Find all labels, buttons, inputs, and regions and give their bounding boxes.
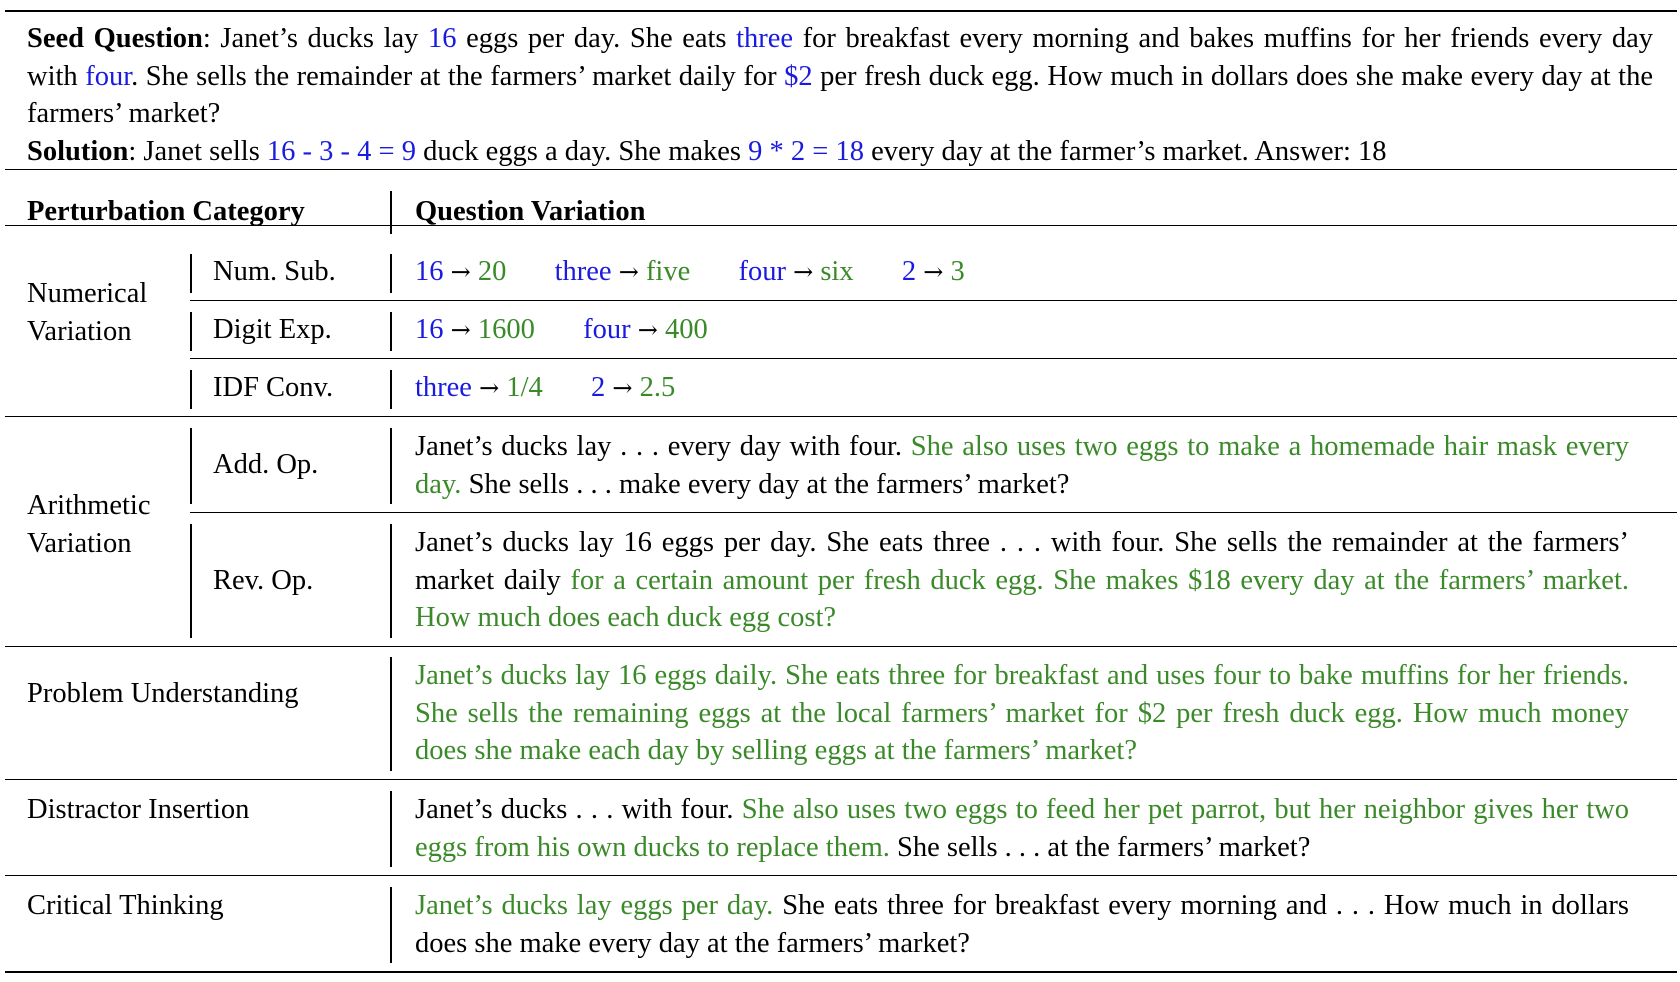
distractor-insertion-text: Janet’s ducks . . . with four. She also uses two eggs to feed her pet parrot, but her neighbor gives her two eggs from his own ducks to replace them. She sells . . . at the farmers’ market?	[415, 794, 1629, 863]
solution: Solution: Janet sells 16 - 3 - 4 = 9 duck eggs a day. She makes 9 * 2 = 18 every day at the farmer’s market. Answer: 18	[27, 136, 1387, 167]
num-sub-values: 16 → 20 three → five four → six 2 → 3	[415, 256, 965, 287]
numerical-bottom-rule	[5, 416, 1677, 417]
seed-question-label: Seed Question	[27, 23, 203, 54]
digit-exp-rule	[190, 358, 1677, 359]
problem-separator	[390, 657, 392, 771]
digit-exp-separator	[390, 312, 392, 351]
critical-thinking-label: Critical Thinking	[27, 890, 224, 921]
digit-exp-label: Digit Exp.	[213, 314, 332, 345]
distractor-separator	[390, 791, 392, 867]
add-op-label: Add. Op.	[213, 449, 319, 480]
header-category: Perturbation Category	[27, 196, 305, 227]
top-rule	[5, 10, 1677, 12]
idf-conv-inner-separator	[190, 370, 192, 409]
seed-question: Seed Question: Janet’s ducks lay 16 eggs per day. She eats three for breakfast every morning and bakes muffins for her friends every day with four. She sells the remainder at the farmers’ market daily for $2 per fresh duck egg. How much in dollars does she make every day at the farmers’ market?	[27, 23, 1654, 129]
idf-conv-separator	[390, 370, 392, 409]
rev-op-text: Janet’s ducks lay 16 eggs per day. She eats three . . . with four. She sells the remainder at the farmers’ market daily for a certain amount per fresh duck egg. She makes $18 every day at the farmers’ market. How much does each duck egg cost?	[415, 527, 1629, 633]
rev-op-inner-separator	[190, 524, 192, 638]
distractor-insertion-label: Distractor Insertion	[27, 794, 250, 825]
numerical-group-label: Numerical Variation	[27, 278, 148, 347]
rev-op-label: Rev. Op.	[213, 565, 314, 596]
idf-conv-values: three → 1/4 2 → 2.5	[415, 372, 676, 403]
arithmetic-bottom-rule	[5, 646, 1677, 647]
arithmetic-group-label: Arithmetic Variation	[27, 490, 151, 559]
problem-understanding-text: Janet’s ducks lay 16 eggs daily. She eats three for breakfast and uses four to bake muffins for her friends. She sells the remaining eggs at the local farmers’ market for $2 per fresh duck egg. How much money does she make each day by selling eggs at the farmers’ market?	[415, 660, 1629, 766]
num-sub-separator	[390, 254, 392, 293]
num-sub-rule	[190, 300, 1677, 301]
header-variation: Question Variation	[415, 196, 646, 227]
problem-bottom-rule	[5, 779, 1677, 780]
solution-label: Solution	[27, 136, 129, 167]
bottom-rule	[5, 971, 1677, 973]
num-sub-inner-separator	[190, 254, 192, 293]
idf-conv-label: IDF Conv.	[213, 372, 334, 403]
add-op-separator	[390, 428, 392, 504]
add-op-rule	[190, 512, 1677, 513]
digit-exp-values: 16 → 1600 four → 400	[415, 314, 708, 345]
add-op-inner-separator	[190, 428, 192, 504]
distractor-bottom-rule	[5, 875, 1677, 876]
critical-separator	[390, 887, 392, 963]
problem-understanding-label: Problem Understanding	[27, 678, 299, 709]
critical-thinking-text: Janet’s ducks lay eggs per day. She eats three for breakfast every morning and . . . How much in dollars does she make every day at the farmers’ market?	[415, 890, 1629, 959]
add-op-text: Janet’s ducks lay . . . every day with four. She also uses two eggs to make a homemade hair mask every day. She sells . . . make every day at the farmers’ market?	[415, 431, 1629, 500]
num-sub-label: Num. Sub.	[213, 256, 336, 287]
rev-op-separator	[390, 524, 392, 638]
digit-exp-inner-separator	[190, 312, 192, 351]
header-separator	[390, 191, 392, 234]
